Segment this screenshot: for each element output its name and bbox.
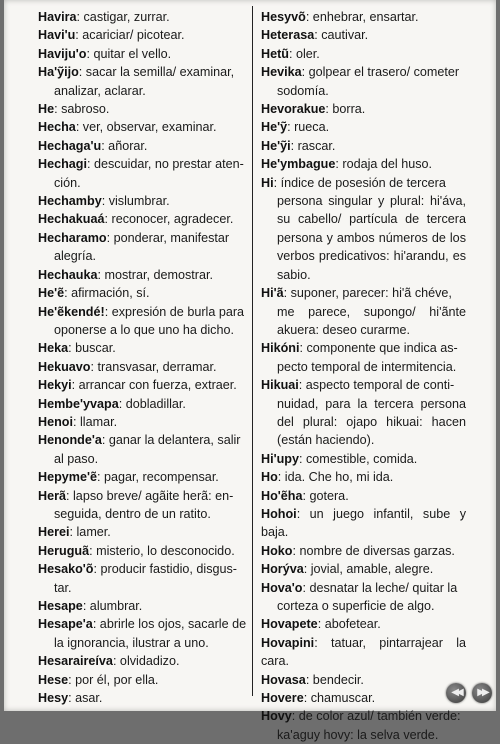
dictionary-entry — [261, 137, 466, 155]
entry-definition: : buscar. — [68, 341, 116, 356]
dictionary-entry — [38, 468, 248, 486]
entry-definition: : arrancar con fuerza, extraer. — [71, 378, 237, 393]
dictionary-entry — [261, 26, 466, 44]
entry-definition: : acariciar/ picotear. — [75, 28, 185, 43]
dictionary-entry — [261, 118, 466, 136]
entry-definition: : transvasar, derramar. — [90, 359, 217, 374]
rewind-icon: ◀◀ — [451, 687, 461, 698]
entry-definition: : de color azul/ también verde: — [291, 709, 461, 724]
entry-term: Hovasa — [261, 672, 306, 687]
entry-definition: : rodaja del huso. — [335, 157, 433, 172]
entry-definition: : olvidadizo. — [112, 654, 180, 669]
entry-definition: : reconocer, agradecer. — [104, 212, 234, 227]
entry-term: Herei — [38, 525, 70, 540]
entry-term: Hovere — [261, 691, 304, 706]
entry-definition: : quitar el vello. — [86, 46, 172, 61]
dictionary-entry — [38, 137, 248, 155]
dictionary-entry — [261, 450, 466, 468]
entry-definition-continued: sodomía. — [277, 83, 329, 98]
entry-definition-continued: la ignorancia, ilustrar a uno. — [54, 635, 209, 650]
entry-term: Hembe'yvapa — [38, 396, 119, 411]
dictionary-entry — [38, 155, 248, 192]
dictionary-entry — [261, 671, 466, 689]
dictionary-entry — [261, 339, 466, 376]
entry-term: He'ỹi — [261, 138, 291, 153]
entry-definition: : suponer, parecer: hi'ã chéve, — [283, 286, 452, 301]
entry-definition: : ida. Che ho, mi ida. — [277, 470, 394, 485]
entry-definition: : golpear el trasero/ cometer — [301, 65, 460, 80]
dictionary-entry — [38, 376, 248, 394]
entry-definition: : pagar, recompensar. — [97, 470, 219, 485]
dictionary-entry — [261, 505, 466, 542]
entry-definition: : cautivar. — [314, 28, 369, 43]
entry-definition-continued: alegría. — [54, 249, 97, 264]
entry-definition-continued: tar. — [54, 580, 72, 595]
dictionary-entry — [38, 689, 248, 707]
dictionary-entry — [261, 45, 466, 63]
dictionary-entry — [261, 634, 466, 671]
dictionary-entry — [38, 284, 248, 302]
left-column — [38, 8, 248, 707]
entry-definition: : llamar. — [72, 414, 118, 429]
right-column — [261, 8, 466, 744]
entry-term: Hesako'õ — [38, 562, 94, 577]
entry-term: Heruguã — [38, 543, 90, 558]
entry-definition: : oler. — [289, 46, 320, 61]
entry-term: Hepyme'ẽ — [38, 470, 97, 485]
entry-definition: : rueca. — [287, 120, 330, 135]
entry-definition-continued: ción. — [54, 175, 81, 190]
entry-definition: : índice de posesión de tercera — [273, 175, 446, 190]
dictionary-entry — [38, 26, 248, 44]
entry-term: Heka — [38, 341, 69, 356]
entry-term: Ha'ỹijo — [38, 65, 79, 80]
entry-definition: : bendecir. — [305, 672, 364, 687]
entry-definition: : ganar la delantera, salir — [101, 433, 241, 448]
entry-term: Hechakuaá — [38, 212, 105, 227]
dictionary-entry — [261, 487, 466, 505]
entry-term: Hechauka — [38, 267, 98, 282]
entry-term: Hikóni — [261, 341, 300, 356]
dictionary-entry — [38, 671, 248, 689]
dictionary-entry — [261, 542, 466, 560]
dictionary-entry — [261, 689, 466, 707]
entry-definition: : rascar. — [290, 138, 336, 153]
entry-definition: : ver, observar, examinar. — [75, 120, 217, 135]
fast-forward-icon: ▶▶ — [477, 687, 487, 698]
entry-term: Hekyi — [38, 378, 72, 393]
entry-definition: : nombre de diversas garzas. — [292, 543, 455, 558]
entry-definition-continued: analizar, aclarar. — [54, 83, 146, 98]
entry-term: Havira — [38, 10, 77, 24]
entry-term: Hi'upy — [261, 451, 299, 466]
entry-definition: : lapso breve/ agãite herã: en- — [66, 488, 234, 503]
dictionary-entry — [38, 560, 248, 597]
entry-definition: : abrirle los ojos, sacarle de — [92, 617, 247, 632]
dictionary-entry — [38, 8, 248, 26]
entry-term: Hetũ — [261, 46, 289, 61]
entry-term: Horýva — [261, 562, 304, 577]
entry-definition: : afirmación, sí. — [64, 286, 150, 301]
entry-term: Hecharamo — [38, 230, 107, 245]
entry-definition: : chamuscar. — [303, 691, 376, 706]
entry-term: Havi'u — [38, 28, 76, 43]
entry-definition-continued: me parece, supongo/ hi'ãnte akuera: deseo curarme. — [277, 304, 466, 337]
dictionary-entry — [38, 615, 248, 652]
entry-definition: : comestible, comida. — [298, 451, 418, 466]
entry-definition: : dobladillar. — [118, 396, 186, 411]
entry-definition: : lamer. — [69, 525, 111, 540]
dictionary-entry — [38, 45, 248, 63]
entry-term: Hechamby — [38, 194, 102, 209]
dictionary-entry — [38, 63, 248, 100]
next-page-button[interactable] — [472, 683, 492, 703]
entry-definition: : misterio, lo desconocido. — [89, 543, 235, 558]
dictionary-entry — [38, 358, 248, 376]
entry-definition-continued: seguida, dentro de un ratito. — [54, 506, 211, 521]
entry-definition: : sabroso. — [54, 102, 110, 117]
entry-term: Hovy — [261, 709, 292, 724]
dictionary-entry — [38, 395, 248, 413]
entry-definition: : producir fastidio, disgus- — [93, 562, 237, 577]
entry-term: Ho — [261, 470, 278, 485]
dictionary-entry — [38, 303, 248, 340]
entry-term: He'ẽkendé! — [38, 304, 105, 319]
dictionary-entry — [261, 560, 466, 578]
entry-definition-continued: oponerse a lo que uno ha dicho. — [54, 322, 234, 337]
entry-term: Hesyvõ — [261, 10, 306, 24]
entry-definition: : aspecto temporal de conti- — [298, 378, 455, 393]
dictionary-entry — [38, 542, 248, 560]
entry-definition-continued: al paso. — [54, 451, 99, 466]
entry-definition: : añorar. — [101, 138, 148, 153]
dictionary-entry — [38, 597, 248, 615]
entry-definition: : vislumbrar. — [101, 194, 170, 209]
entry-definition: : descuidar, no prestar aten- — [87, 157, 244, 172]
entry-term: He'ymbague — [261, 157, 336, 172]
entry-term: He'ỹ — [261, 120, 288, 135]
dictionary-entry — [38, 266, 248, 284]
entry-definition: : gotera. — [302, 488, 349, 503]
entry-definition-continued: ka'aguy hovy: la selva verde. — [277, 727, 439, 742]
dictionary-page — [4, 0, 496, 742]
dictionary-entry — [38, 118, 248, 136]
entry-definition: : desnatar la leche/ quitar la — [302, 580, 458, 595]
dictionary-entry — [38, 210, 248, 228]
dictionary-entry — [38, 229, 248, 266]
entry-definition: : mostrar, demostrar. — [97, 267, 213, 282]
entry-term: Herã — [38, 488, 67, 503]
entry-term: Hohoi — [261, 506, 297, 521]
entry-definition: : abofetear. — [317, 617, 381, 632]
entry-definition: : expresión de burla para — [104, 304, 245, 319]
entry-term: Henonde'a — [38, 433, 102, 448]
entry-definition: : ponderar, manifestar — [106, 230, 230, 245]
entry-term: Henoi — [38, 414, 73, 429]
entry-term: Hesape — [38, 599, 83, 613]
dictionary-entry — [261, 174, 466, 284]
entry-definition-continued: nuidad, para la tercera persona del plural: ojapo hikuai: hacen (están haciendo). — [277, 396, 466, 448]
entry-definition: : enhebrar, ensartar. — [305, 10, 419, 24]
entry-definition-continued: persona singular y plural: hi'áva, su cabello/ partícula de tercera persona y ambos números de los verbos predicativos: hi'arandu, es sabio. — [277, 194, 466, 282]
dictionary-entry — [38, 487, 248, 524]
entry-definition: : asar. — [68, 691, 103, 706]
dictionary-entry — [261, 468, 466, 486]
dictionary-entry — [38, 652, 248, 670]
entry-term: Hi — [261, 175, 274, 190]
entry-definition-continued: corteza o superficie de algo. — [277, 599, 435, 613]
dictionary-entry — [261, 100, 466, 118]
entry-term: Hesaraireíva — [38, 654, 113, 669]
entry-definition: : tatuar, pintarrajear la cara. — [261, 635, 466, 669]
entry-term: Haviju'o — [38, 46, 87, 61]
entry-term: Heterasa — [261, 28, 315, 43]
entry-term: Hechaga'u — [38, 138, 102, 153]
dictionary-entry — [38, 100, 248, 118]
previous-page-button[interactable] — [446, 683, 466, 703]
entry-term: He — [38, 102, 55, 117]
entry-term: Hi'ã — [261, 286, 284, 301]
entry-term: Hese — [38, 672, 69, 687]
entry-term: Hesape'a — [38, 617, 93, 632]
entry-definition-continued: pecto temporal de intermitencia. — [277, 359, 457, 374]
entry-term: Hova'o — [261, 580, 303, 595]
entry-term: Hovapini — [261, 635, 315, 650]
entry-term: Hecha — [38, 120, 76, 135]
page-navigation — [446, 683, 492, 703]
column-divider — [252, 6, 253, 696]
entry-term: Hikuai — [261, 378, 299, 393]
entry-term: Hevorakue — [261, 102, 326, 117]
entry-term: Hechagi — [38, 157, 87, 172]
entry-term: Hekuavo — [38, 359, 91, 374]
entry-definition: : castigar, zurrar. — [76, 10, 170, 24]
dictionary-entry — [38, 192, 248, 210]
dictionary-entry — [261, 63, 466, 100]
dictionary-entry — [38, 413, 248, 431]
entry-definition: : componente que indica as- — [299, 341, 458, 356]
entry-term: Hovapete — [261, 617, 318, 632]
entry-definition: : alumbrar. — [82, 599, 143, 613]
dictionary-entry — [261, 8, 466, 26]
entry-definition: : un juego infantil, sube y baja. — [261, 506, 466, 540]
dictionary-entry — [261, 284, 466, 339]
entry-term: Hevika — [261, 65, 302, 80]
entry-term: Ho'ẽha — [261, 488, 303, 503]
dictionary-entry — [38, 431, 248, 468]
dictionary-entry — [261, 579, 466, 616]
dictionary-entry — [261, 155, 466, 173]
dictionary-entry — [261, 615, 466, 633]
entry-term: Hoko — [261, 543, 293, 558]
entry-definition: : sacar la semilla/ examinar, — [78, 65, 235, 80]
entry-term: He'ẽ — [38, 286, 65, 301]
entry-term: Hesy — [38, 691, 69, 706]
dictionary-entry — [261, 707, 466, 744]
entry-definition: : por él, por ella. — [68, 672, 159, 687]
dictionary-entry — [38, 523, 248, 541]
dictionary-entry — [38, 339, 248, 357]
dictionary-entry — [261, 376, 466, 450]
entry-definition: : jovial, amable, alegre. — [303, 562, 434, 577]
entry-definition: : borra. — [325, 102, 366, 117]
